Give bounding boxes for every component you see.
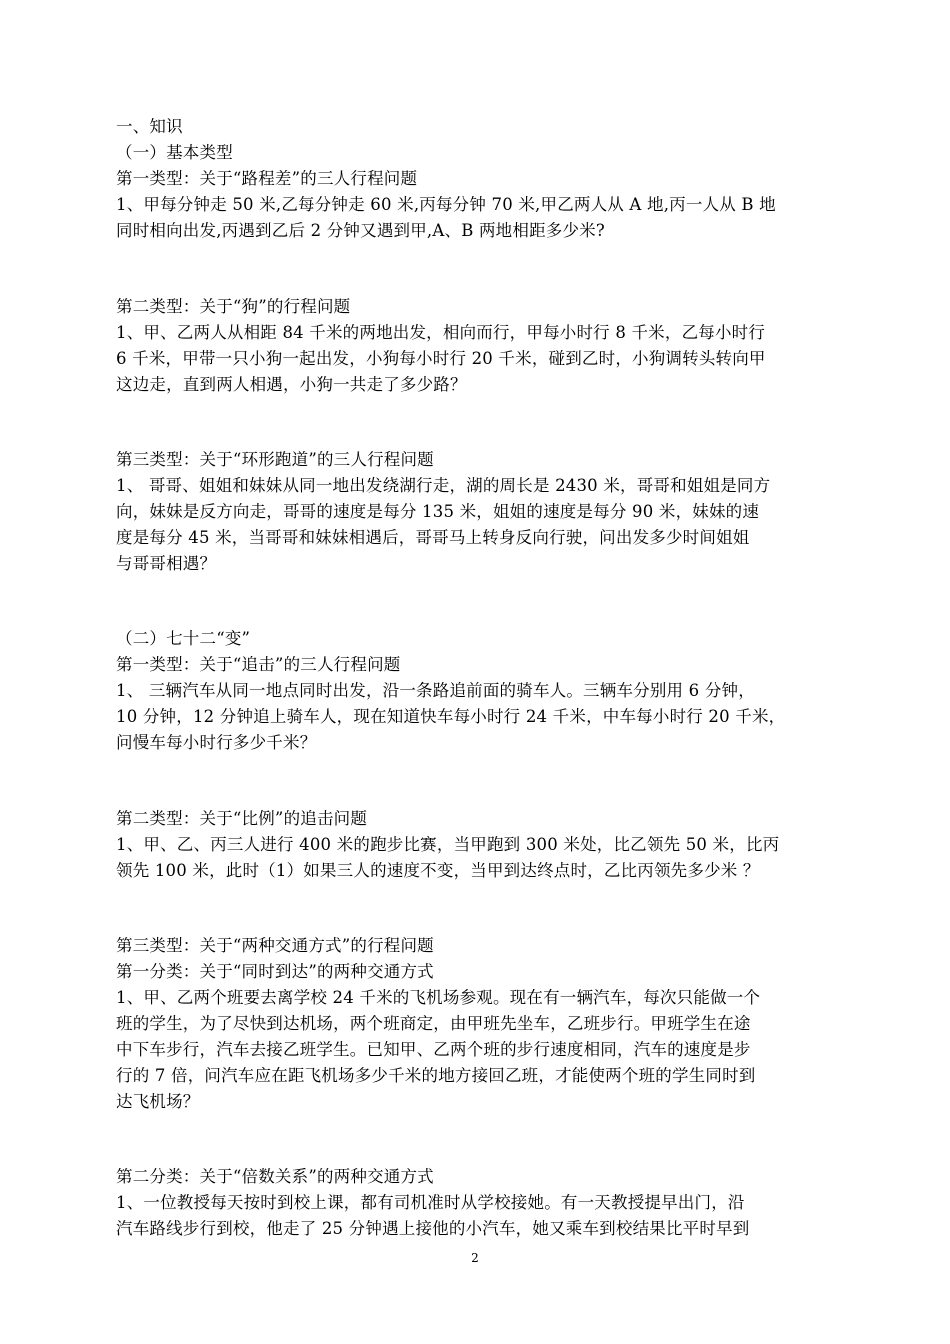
type2-text-line: 这边走，直到两人相遇，小狗一共走了多少路？ <box>116 375 467 394</box>
heading-knowledge: 一、知识 <box>116 117 183 136</box>
type1-text-line: 同时相向出发,丙遇到乙后 2 分钟又遇到甲,A、B 两地相距多少米? <box>116 221 605 240</box>
sub2-title: 第二分类：关于“倍数关系”的两种交通方式 <box>116 1167 434 1186</box>
type3-text-line: 与哥哥相遇？ <box>116 554 217 573</box>
type3-title: 第三类型：关于“环形跑道”的三人行程问题 <box>116 450 434 469</box>
sub1-text-line: 行的 7 倍，问汽车应在距飞机场多少千米的地方接回乙班，才能使两个班的学生同时到 <box>116 1066 756 1085</box>
ratio-type-title: 第二类型：关于“比例”的追击问题 <box>116 809 368 828</box>
sub2-text-line: 1、一位教授每天按时到校上课，都有司机准时从学校接她。有一天教授提早出门，沿 <box>116 1193 745 1212</box>
section-seventy-two-changes-title: （二）七十二“变” <box>116 629 251 648</box>
sub1-text-line: 1、甲、乙两个班要去离学校 24 千米的飞机场参观。现在有一辆汽车，每次只能做一个 <box>116 988 761 1007</box>
type3-text-line: 向，妹妹是反方向走，哥哥的速度是每分 135 米，姐姐的速度是每分 90 米，妹妹的速 <box>116 502 760 521</box>
sub1-text-line: 达飞机场？ <box>116 1092 200 1111</box>
ratio-text-line: 领先 100 米，此时（1）如果三人的速度不变，当甲到达终点时，乙比丙领先多少米 ？ <box>116 861 760 880</box>
page-number: 2 <box>471 1251 479 1265</box>
section-basic-types-title: （一）基本类型 <box>116 143 233 162</box>
ratio-text-line: 1、甲、乙、丙三人进行 400 米的跑步比赛，当甲跑到 300 米处，比乙领先 50 米，比丙 <box>116 835 780 854</box>
type3-text-line: 度是每分 45 米，当哥哥和妹妹相遇后，哥哥马上转身反向行驶，问出发多少时间姐姐 <box>116 528 750 547</box>
type1-text-line: 1、甲每分钟走 50 米,乙每分钟走 60 米,丙每分钟 70 米,甲乙两人从 A 地,丙一人从 B 地 <box>116 195 776 214</box>
chase-text-line: 问慢车每小时行多少千米？ <box>116 733 317 752</box>
chase-text-line: 10 分钟，12 分钟追上骑车人，现在知道快车每小时行 24 千米，中车每小时行 20 千米， <box>116 707 786 726</box>
sub1-text-line: 中下车步行，汽车去接乙班学生。已知甲、乙两个班的步行速度相同，汽车的速度是步 <box>116 1040 751 1059</box>
type2-text-line: 1、甲、乙两人从相距 84 千米的两地出发，相向而行，甲每小时行 8 千米，乙每小时行 <box>116 323 766 342</box>
sub1-title: 第一分类：关于“同时到达”的两种交通方式 <box>116 962 434 981</box>
chase-type-title: 第一类型：关于“追击”的三人行程问题 <box>116 655 401 674</box>
type3-text-line: 1、 哥哥、姐姐和妹妹从同一地出发绕湖行走，湖的周长是 2430 米，哥哥和姐姐是同方 <box>116 476 771 495</box>
sub1-text-line: 班的学生，为了尽快到达机场，两个班商定，由甲班先坐车，乙班步行。甲班学生在途 <box>116 1014 751 1033</box>
transport-type-title: 第三类型：关于“两种交通方式”的行程问题 <box>116 936 434 955</box>
chase-text-line: 1、 三辆汽车从同一地点同时出发，沿一条路追前面的骑车人。三辆车分别用 6 分钟， <box>116 681 755 700</box>
type1-title: 第一类型：关于“路程差”的三人行程问题 <box>116 169 418 188</box>
type2-title: 第二类型：关于“狗”的行程问题 <box>116 297 351 316</box>
sub2-text-line: 汽车路线步行到校，他走了 25 分钟遇上接他的小汽车，她又乘车到校结果比平时早到 <box>116 1219 750 1238</box>
type2-text-line: 6 千米，甲带一只小狗一起出发，小狗每小时行 20 千米，碰到乙时，小狗调转头转向甲 <box>116 349 766 368</box>
